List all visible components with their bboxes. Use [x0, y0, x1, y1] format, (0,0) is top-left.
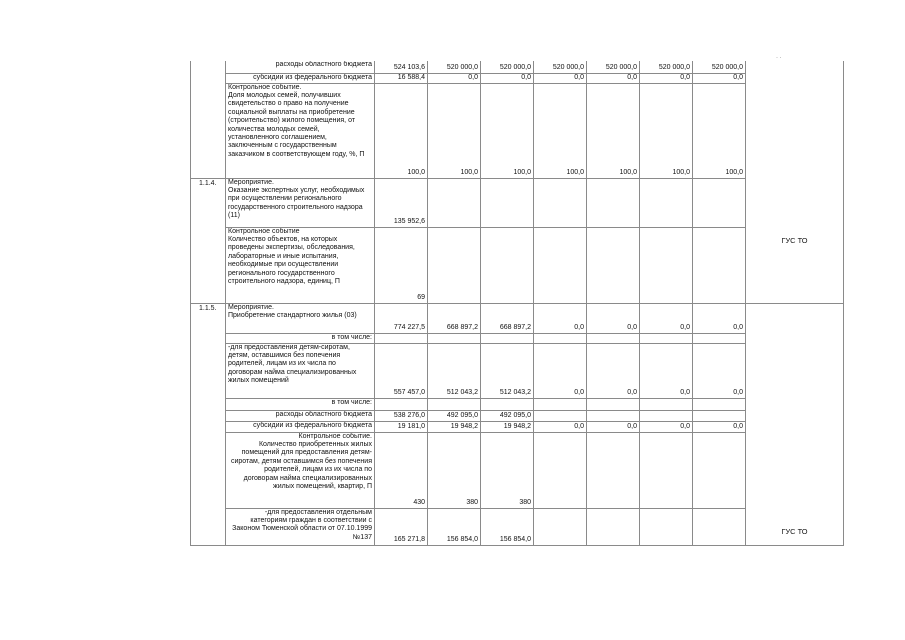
value-cell: 492 095,0	[481, 410, 534, 421]
value-cell	[481, 398, 534, 410]
row-label: Мероприятие. Оказание экспертных услуг, необходимых при осуществлении регионального государственного строительного надзора (11)	[226, 178, 375, 227]
value-cell: 135 952,6	[375, 178, 428, 227]
value-cell: 520 000,0	[693, 61, 746, 73]
value-cell: 0,0	[587, 343, 640, 398]
value-cell	[534, 178, 587, 227]
value-cell	[587, 333, 640, 343]
value-cell: 774 227,5	[375, 303, 428, 333]
value-cell: 100,0	[375, 83, 428, 178]
value-cell: 100,0	[481, 83, 534, 178]
value-cell: 0,0	[587, 421, 640, 432]
value-cell	[587, 432, 640, 508]
value-cell: 538 276,0	[375, 410, 428, 421]
value-cell	[587, 508, 640, 545]
value-cell: 0,0	[534, 343, 587, 398]
value-cell	[534, 508, 587, 545]
value-cell	[693, 333, 746, 343]
value-cell	[481, 178, 534, 227]
value-cell: 0,0	[640, 73, 693, 83]
value-cell: 0,0	[693, 303, 746, 333]
value-cell: 19 181,0	[375, 421, 428, 432]
value-cell: 512 043,2	[428, 343, 481, 398]
value-cell	[534, 398, 587, 410]
value-cell	[481, 227, 534, 303]
value-cell	[428, 227, 481, 303]
responsible-executor: ГУС ТО	[746, 303, 844, 545]
value-cell: 380	[428, 432, 481, 508]
value-cell	[587, 178, 640, 227]
value-cell: 165 271,8	[375, 508, 428, 545]
value-cell: 520 000,0	[640, 61, 693, 73]
table-body	[191, 61, 844, 545]
responsible-executor: ГУС ТО	[746, 61, 844, 303]
row-label: Мероприятие. Приобретение стандартного жилья (03)	[226, 303, 375, 333]
value-cell: 512 043,2	[481, 343, 534, 398]
row-label: -для предоставления отдельным категориям граждан в соответствии с Законом Тюменской области от 07.10.1999 №137	[226, 508, 375, 545]
value-cell: 100,0	[428, 83, 481, 178]
value-cell: 16 588,4	[375, 73, 428, 83]
value-cell	[693, 410, 746, 421]
value-cell: 557 457,0	[375, 343, 428, 398]
value-cell: 100,0	[587, 83, 640, 178]
value-cell	[481, 333, 534, 343]
value-cell	[587, 410, 640, 421]
value-cell	[428, 398, 481, 410]
value-cell: 19 948,2	[481, 421, 534, 432]
value-cell: 156 854,0	[428, 508, 481, 545]
corner-mark: · ·	[776, 55, 782, 61]
table-row	[191, 61, 844, 73]
value-cell: 430	[375, 432, 428, 508]
row-label: -для предоставления детям-сиротам, детям, оставшимся без попечения родителей, лицам из их числа по договорам найма специализированных жилых помещений	[226, 343, 375, 398]
value-cell	[428, 333, 481, 343]
value-cell: 100,0	[534, 83, 587, 178]
value-cell: 0,0	[640, 303, 693, 333]
value-cell: 0,0	[693, 343, 746, 398]
value-cell: 492 095,0	[428, 410, 481, 421]
program-table-page	[190, 61, 837, 546]
value-cell: 520 000,0	[587, 61, 640, 73]
value-cell: 100,0	[640, 83, 693, 178]
value-cell	[534, 432, 587, 508]
value-cell: 520 000,0	[534, 61, 587, 73]
value-cell	[640, 432, 693, 508]
value-cell	[640, 333, 693, 343]
row-label: Контрольное событие. Количество приобретенных жилых помещений для предоставления детям-сиротам, детям оставшимся без попечения родителей, лицам из их числа по договорам найма специализированных жилых помещений, квартир, П	[226, 432, 375, 508]
value-cell	[693, 178, 746, 227]
value-cell	[428, 178, 481, 227]
row-label: Контрольное событие Количество объектов, на которых проведены экспертизы, обследования, лабораторные и иные испытания, необходимые при осуществлении регионального государственного строительного надзора, единиц, П	[226, 227, 375, 303]
activity-number: 1.1.4.	[191, 178, 226, 303]
value-cell	[534, 410, 587, 421]
value-cell: 0,0	[428, 73, 481, 83]
row-label: расходы областного бюджета	[226, 61, 375, 73]
row-label: в том числе:	[226, 333, 375, 343]
value-cell: 0,0	[481, 73, 534, 83]
row-label: субсидии из федерального бюджета	[226, 421, 375, 432]
value-cell: 0,0	[534, 73, 587, 83]
value-cell: 0,0	[587, 303, 640, 333]
activity-number	[191, 61, 226, 178]
value-cell	[693, 398, 746, 410]
value-cell: 0,0	[640, 421, 693, 432]
value-cell: 0,0	[534, 303, 587, 333]
value-cell: 520 000,0	[481, 61, 534, 73]
value-cell: 0,0	[534, 421, 587, 432]
program-activities-table	[190, 61, 844, 546]
value-cell: 156 854,0	[481, 508, 534, 545]
value-cell	[640, 178, 693, 227]
value-cell	[587, 398, 640, 410]
value-cell: 100,0	[693, 83, 746, 178]
value-cell	[534, 227, 587, 303]
value-cell	[587, 227, 640, 303]
value-cell	[640, 508, 693, 545]
value-cell	[640, 398, 693, 410]
value-cell: 0,0	[640, 343, 693, 398]
value-cell	[375, 398, 428, 410]
value-cell	[640, 410, 693, 421]
value-cell: 520 000,0	[428, 61, 481, 73]
value-cell	[693, 508, 746, 545]
value-cell: 19 948,2	[428, 421, 481, 432]
value-cell: 668 897,2	[481, 303, 534, 333]
table-row	[191, 303, 844, 333]
row-label: Контрольное событие. Доля молодых семей, получивших свидетельство о право на получение социальной выплаты на приобретение (строительство) жилого помещения, от количества молодых семей, установленного соглашением, заключенным с государственным заказчиком в соответствующем году, %, П	[226, 83, 375, 178]
row-label: в том числе:	[226, 398, 375, 410]
value-cell: 0,0	[587, 73, 640, 83]
value-cell	[693, 432, 746, 508]
value-cell	[640, 227, 693, 303]
activity-number: 1.1.5.	[191, 303, 226, 545]
value-cell: 380	[481, 432, 534, 508]
value-cell: 0,0	[693, 421, 746, 432]
value-cell	[534, 333, 587, 343]
row-label: субсидии из федерального бюджета	[226, 73, 375, 83]
value-cell: 668 897,2	[428, 303, 481, 333]
value-cell: 0,0	[693, 73, 746, 83]
row-label: расходы областного бюджета	[226, 410, 375, 421]
value-cell: 69	[375, 227, 428, 303]
value-cell	[375, 333, 428, 343]
value-cell	[693, 227, 746, 303]
value-cell: 524 103,6	[375, 61, 428, 73]
